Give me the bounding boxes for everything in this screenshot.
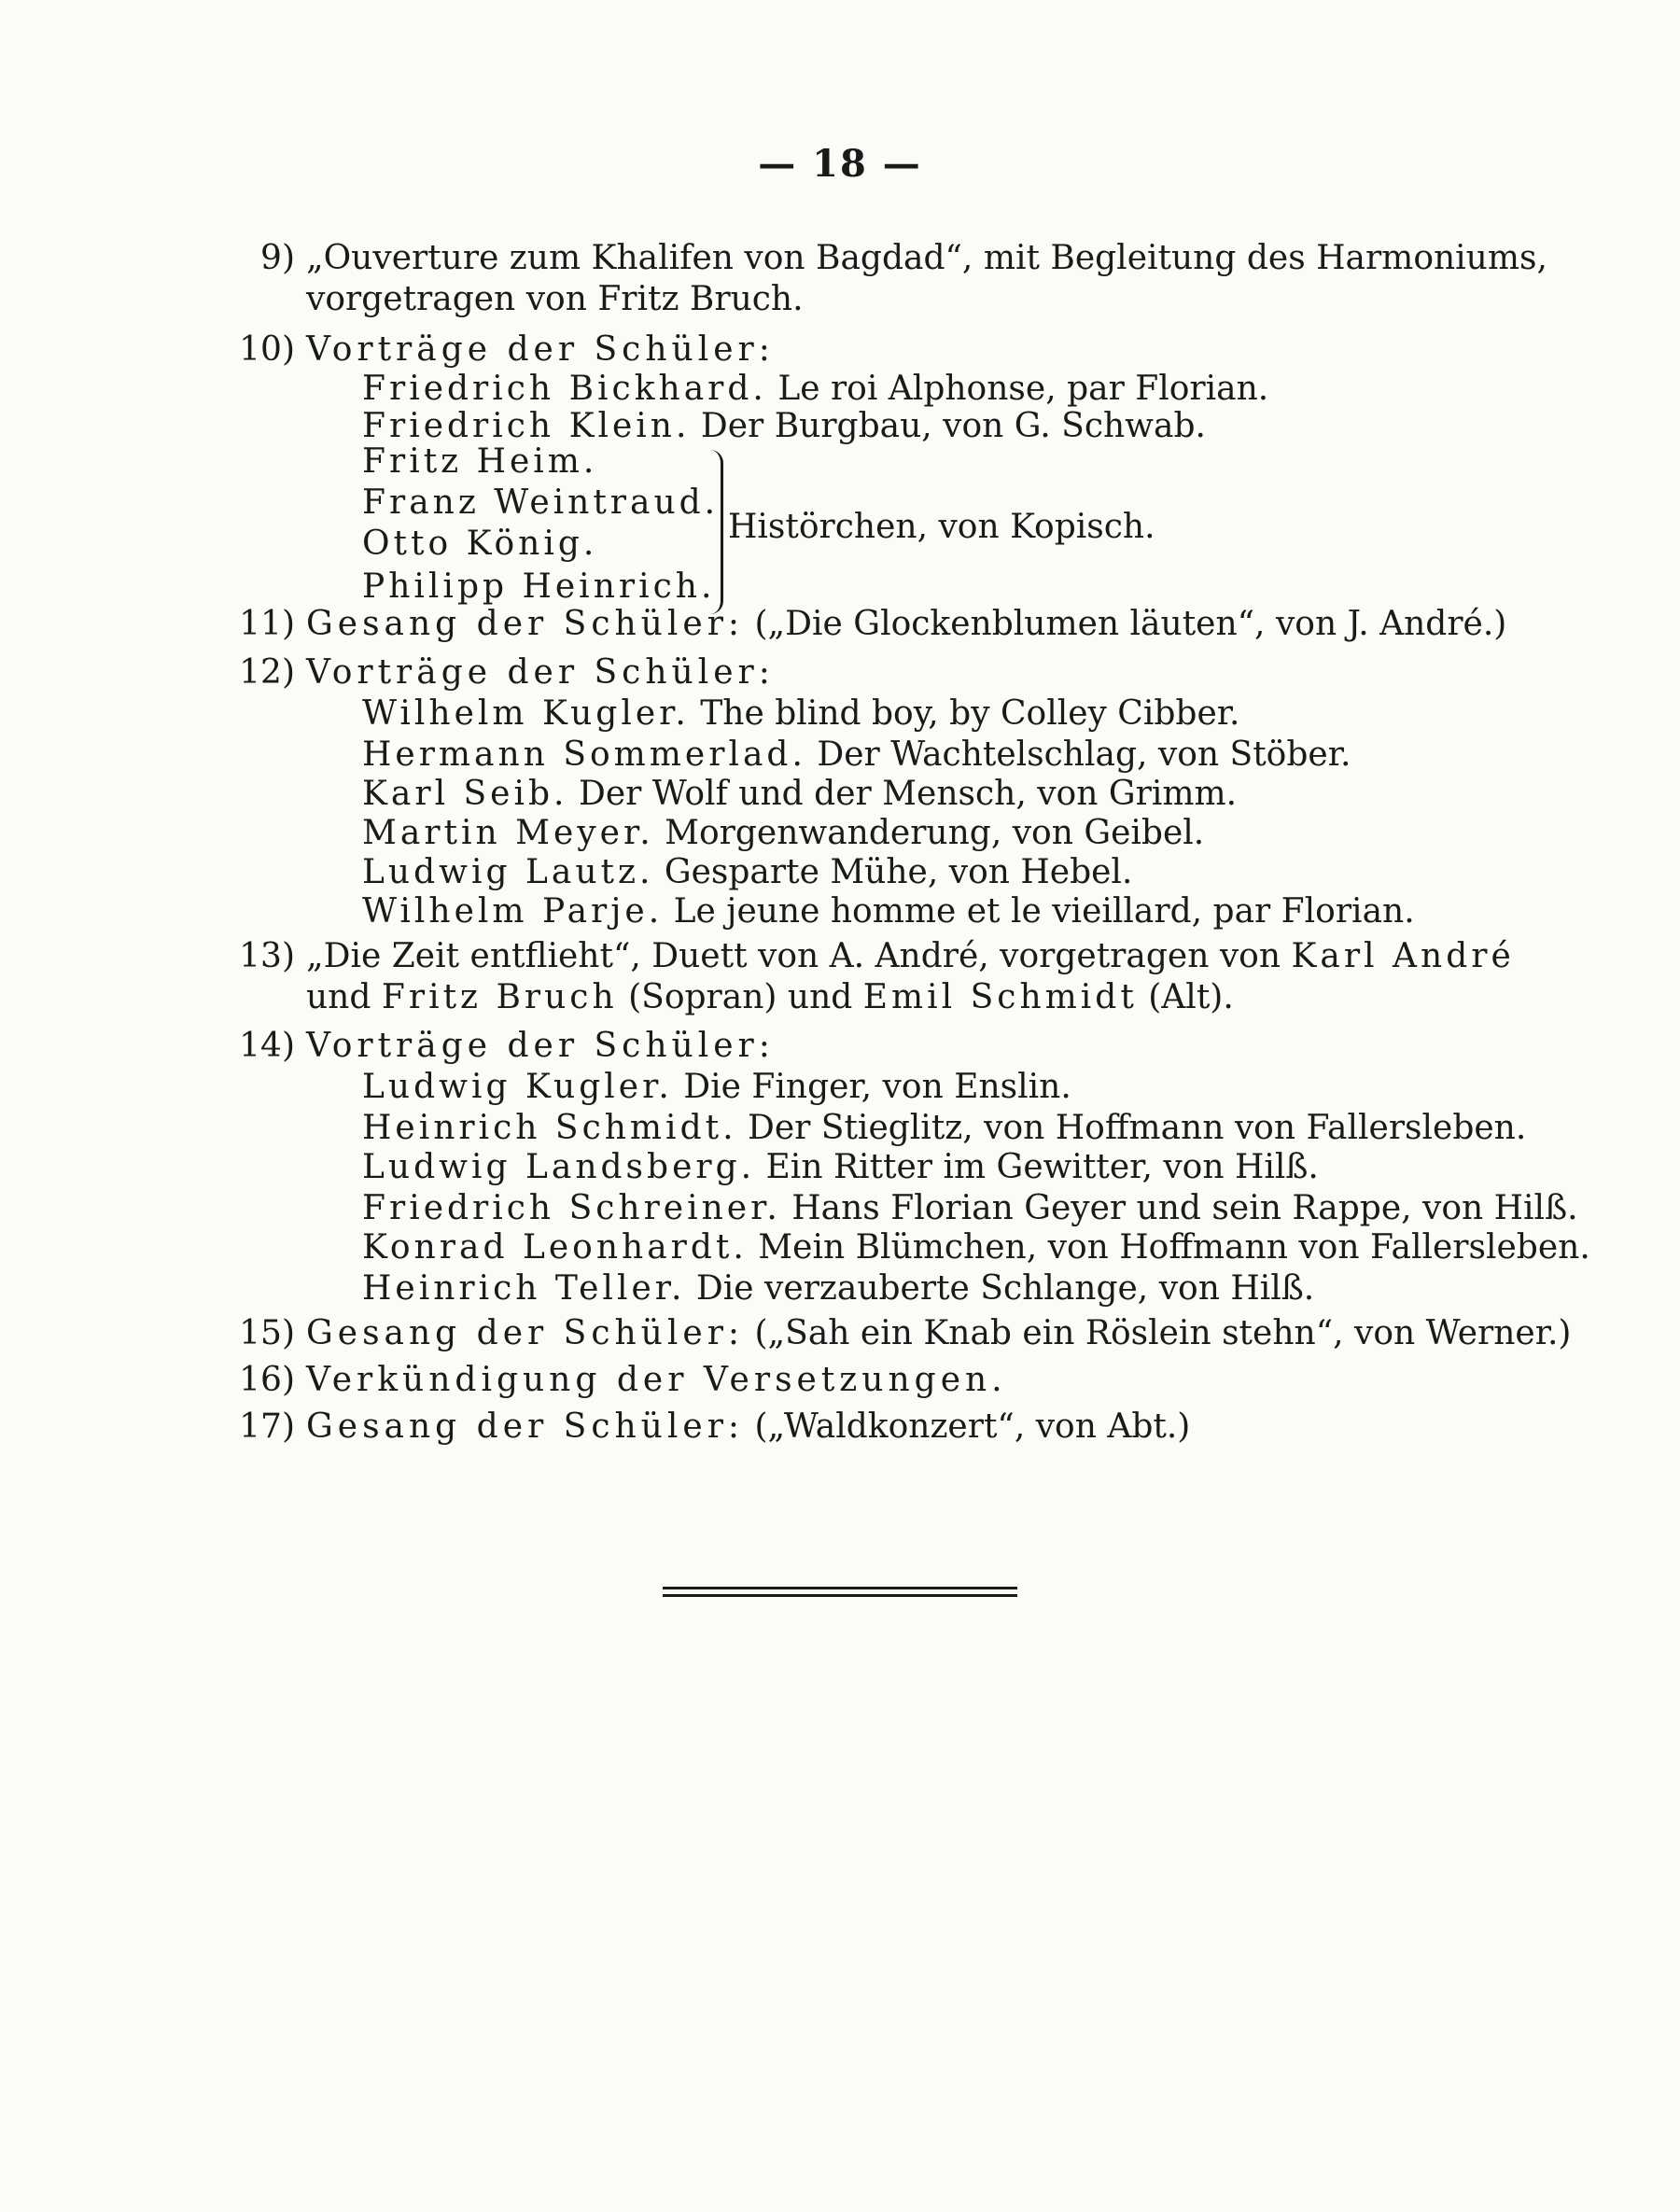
student-name: Ludwig Landsberg.: [362, 1148, 756, 1186]
item-text: „Die Zeit entflieht“, Duett von A. André, vorgetragen von: [306, 937, 1281, 975]
student-name: Ludwig Lautz.: [362, 853, 654, 891]
item-title: Vorträge der Schüler:: [306, 653, 775, 692]
item-number: 12): [239, 653, 295, 692]
recitation-title: Der Burgbau, von G. Schwab.: [700, 407, 1206, 445]
item-title: Gesang der Schüler:: [306, 1314, 745, 1352]
divider-rule: [663, 1594, 1017, 1597]
item-title: Verkündigung der Versetzungen.: [306, 1361, 1007, 1399]
program-item-14: [222, 1023, 775, 1070]
item-13-continuation: [306, 974, 1234, 1021]
recitation-title: Le jeune homme et le vieillard, par Florian.: [673, 892, 1415, 931]
student-name: Friedrich Bickhard.: [362, 370, 767, 408]
recitation-title: The blind boy, by Colley Cibber.: [700, 694, 1240, 733]
student-group: [362, 439, 1202, 625]
item-text: („Die Glockenblumen läuten“, von J. André.): [754, 605, 1507, 643]
recitation-title: Hans Florian Geyer und sein Rappe, von Hilß.: [791, 1189, 1578, 1227]
recitation-title: Mein Blümchen, von Hoffmann von Fallersleben.: [758, 1228, 1590, 1267]
item-9-continuation: vorgetragen von Fritz Bruch.: [306, 280, 804, 318]
item-text: (Sopran) und: [628, 978, 853, 1016]
program-item-9: [222, 235, 1547, 282]
recitation-title: Der Stieglitz, von Hoffmann von Fallersleben.: [747, 1109, 1527, 1147]
recitation-line: [362, 691, 1239, 737]
item-number: 16): [239, 1361, 295, 1399]
item-title: Gesang der Schüler:: [306, 1407, 745, 1446]
student-name: Karl Seib.: [362, 775, 568, 813]
item-number: 13): [239, 937, 295, 975]
student-name: Philipp Heinrich.: [362, 567, 716, 606]
student-name: Heinrich Schmidt.: [362, 1109, 737, 1147]
student-name: Franz Weintraud.: [362, 483, 720, 522]
recitation-title: Le roi Alphonse, par Florian.: [777, 370, 1269, 408]
program-item-11: [222, 601, 1506, 648]
student-name: Otto König.: [362, 525, 598, 563]
item-text: „Ouverture zum Khalifen von Bagdad“, mit Begleitung des Harmoniums,: [306, 239, 1547, 277]
student-name: Friedrich Schreiner.: [362, 1189, 781, 1227]
recitation-title: Morgenwanderung, von Geibel.: [665, 814, 1205, 852]
recitation-line: [362, 1225, 1590, 1271]
recitation-title: Der Wolf und der Mensch, von Grimm.: [578, 775, 1238, 813]
program-item-15: [222, 1310, 1571, 1357]
recitation-title: Die Finger, von Enslin.: [683, 1068, 1071, 1106]
recitation-title: Gesparte Mühe, von Hebel.: [664, 853, 1133, 891]
student-name: Wilhelm Kugler.: [362, 694, 690, 733]
item-text: („Waldkonzert“, von Abt.): [754, 1407, 1191, 1446]
performer-name: Emil Schmidt: [862, 978, 1138, 1016]
item-number: 15): [239, 1314, 295, 1352]
recitation-line: [362, 1144, 1319, 1191]
item-number: 14): [239, 1027, 295, 1065]
item-title: Vorträge der Schüler:: [306, 1027, 775, 1065]
student-name: Ludwig Kugler.: [362, 1068, 673, 1106]
program-item-12: [222, 650, 775, 696]
recitation-title: Die verzauberte Schlange, von Hilß.: [695, 1269, 1315, 1308]
student-name: Martin Meyer.: [362, 814, 654, 852]
group-bracket: [707, 450, 723, 614]
program-item-17: [222, 1404, 1190, 1450]
item-text: („Sah ein Knab ein Röslein stehn“, von Werner.): [754, 1314, 1572, 1352]
item-text: (Alt).: [1148, 978, 1234, 1016]
program-item-16: [222, 1357, 1007, 1404]
item-title: Vorträge der Schüler:: [306, 330, 775, 369]
item-number: 10): [239, 330, 295, 369]
recitation-line: [362, 1266, 1314, 1312]
item-number: 17): [239, 1407, 295, 1446]
performer-name: Karl André: [1291, 937, 1515, 975]
item-number: 11): [239, 605, 295, 643]
student-name: Konrad Leonhardt.: [362, 1228, 748, 1267]
recitation-line: [362, 889, 1415, 935]
performer-name: Fritz Bruch: [381, 978, 618, 1016]
item-text: und: [306, 978, 371, 1016]
recitation-title: Der Wachtelschlag, von Stöber.: [817, 735, 1351, 774]
student-name: Wilhelm Parje.: [362, 892, 664, 931]
recitation-line: [362, 1064, 1071, 1111]
item-number: 9): [260, 239, 295, 277]
student-name: Fritz Heim.: [362, 442, 598, 481]
student-name: Heinrich Teller.: [362, 1269, 686, 1308]
divider-rule: [663, 1587, 1017, 1589]
item-title: Gesang der Schüler:: [306, 605, 745, 643]
recitation-title: Histörchen, von Kopisch.: [728, 508, 1155, 546]
page-number: — 18 —: [758, 142, 922, 186]
recitation-title: Ein Ritter im Gewitter, von Hilß.: [765, 1148, 1319, 1186]
student-name: Friedrich Klein.: [362, 407, 691, 445]
program-item-13: [222, 933, 1515, 980]
student-name: Hermann Sommerlad.: [362, 735, 806, 774]
